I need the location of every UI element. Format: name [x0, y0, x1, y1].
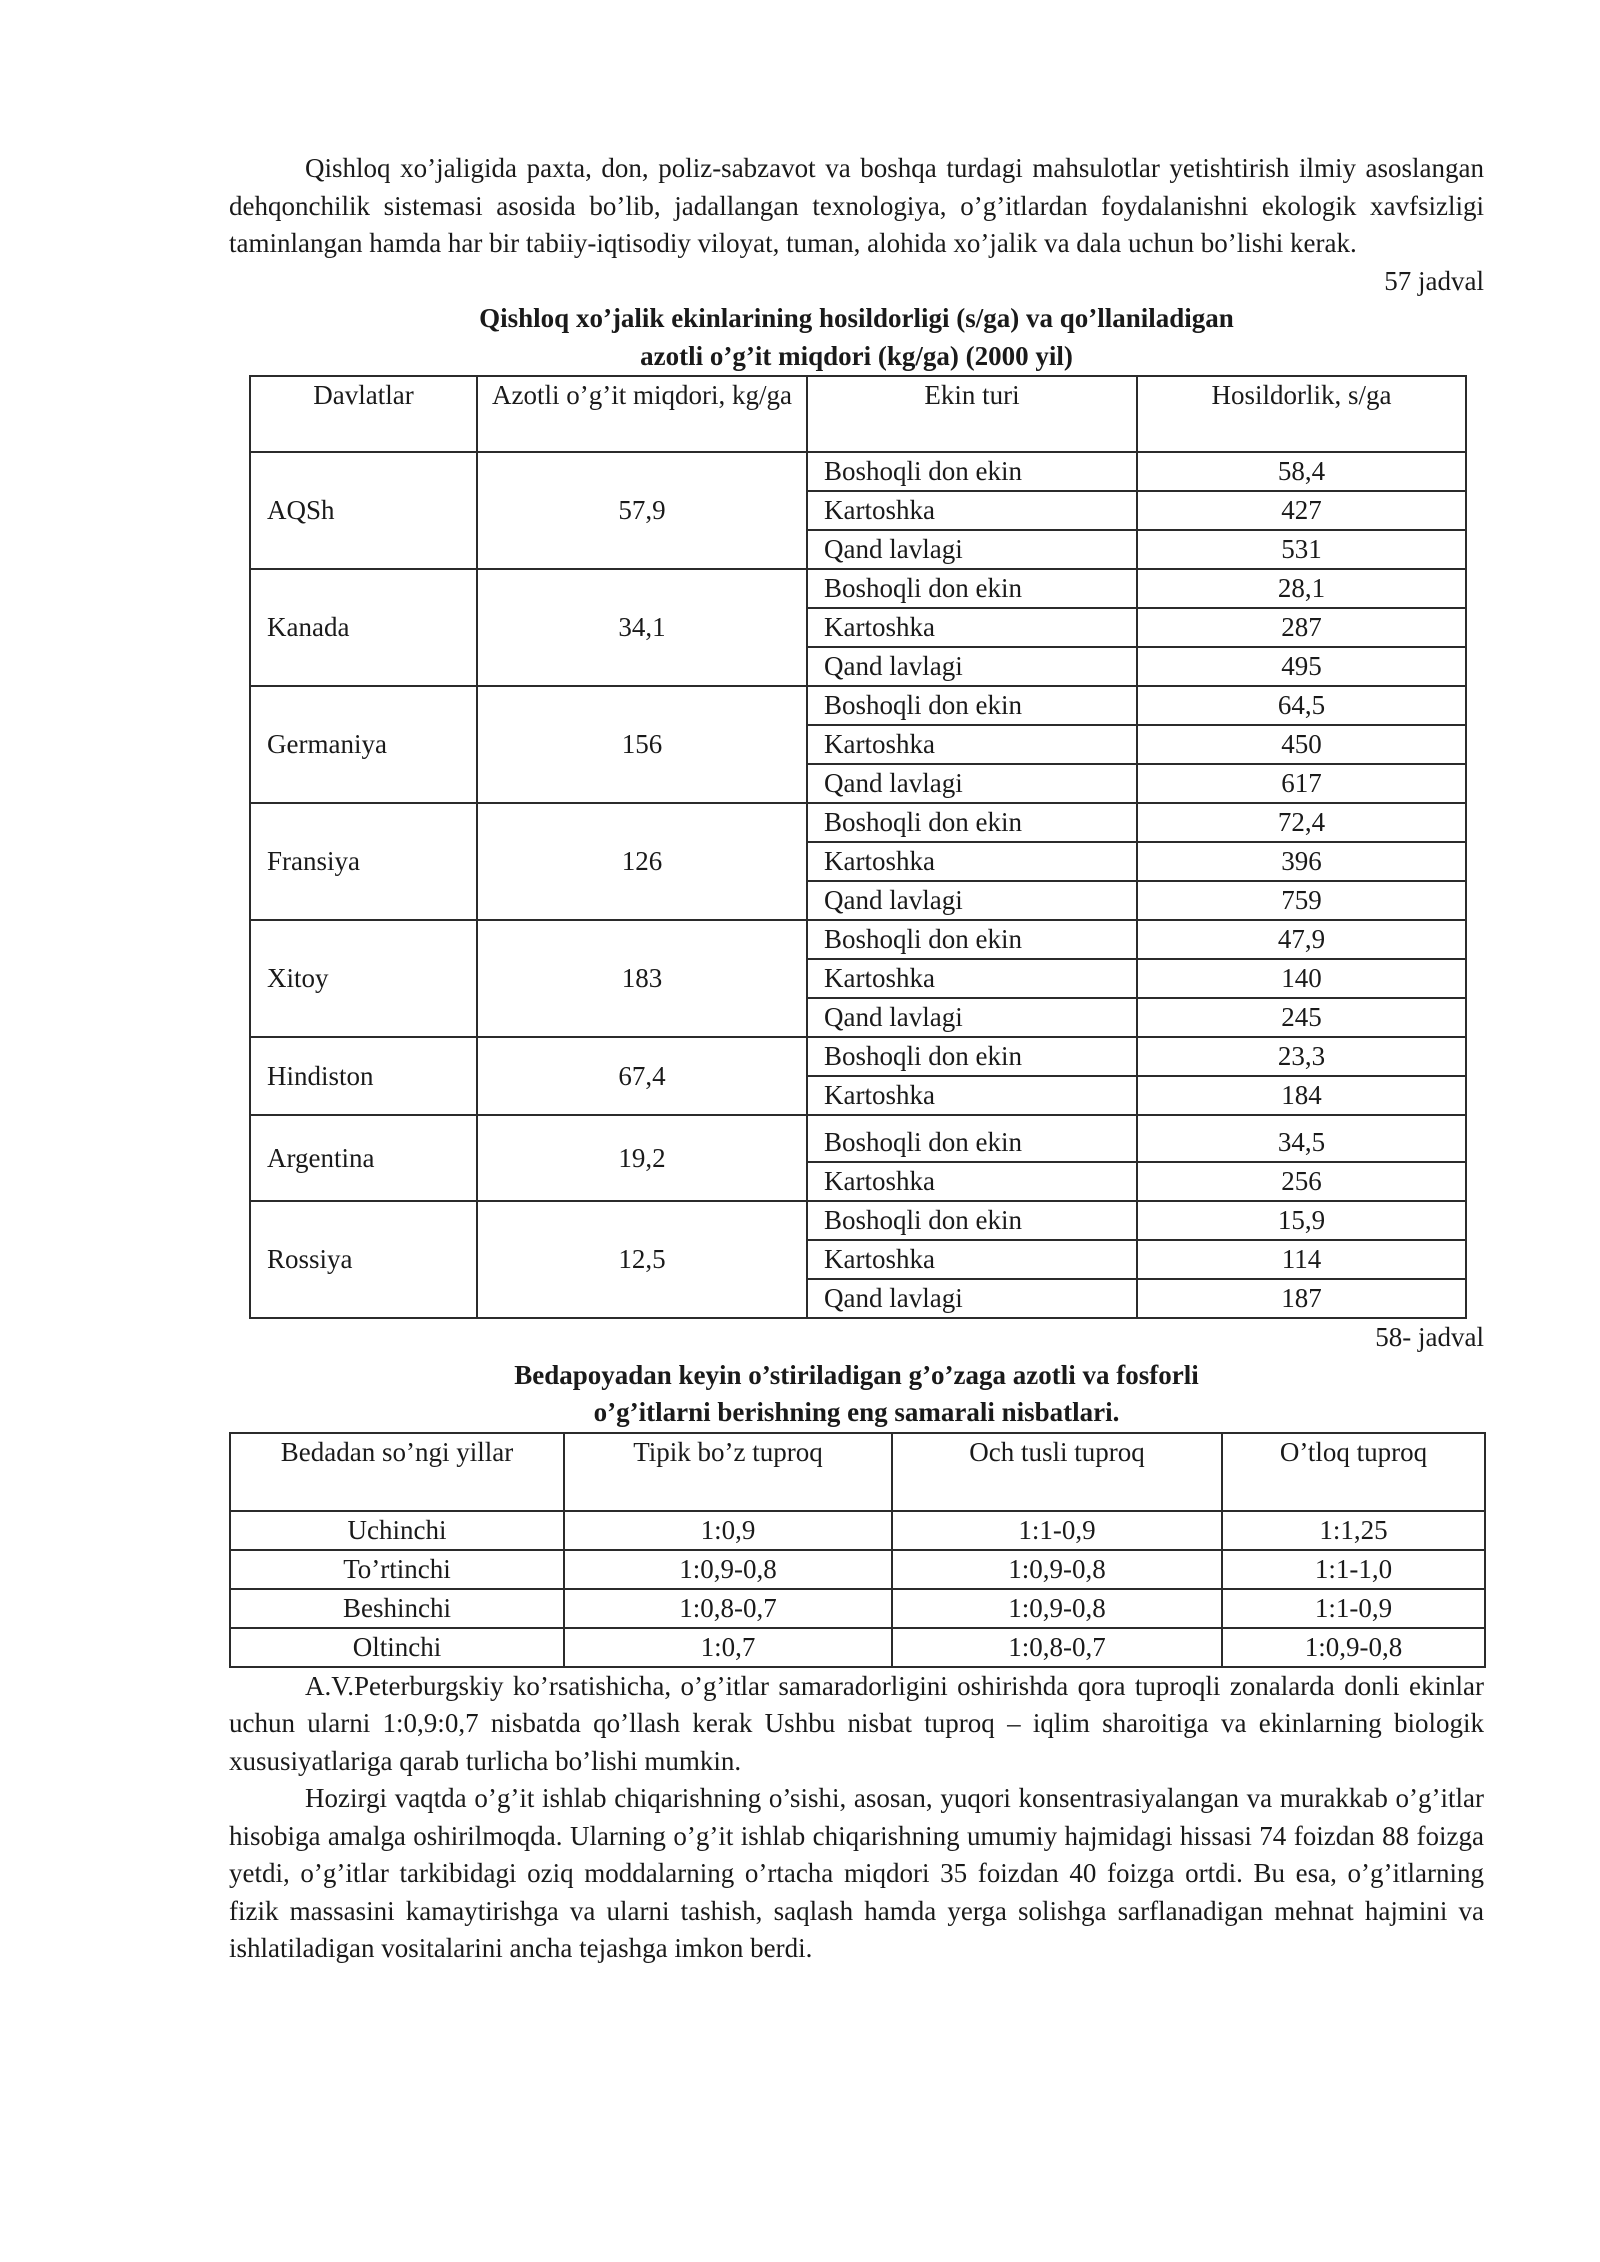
- table58-cell: 1:1-0,9: [1222, 1589, 1485, 1628]
- table57-row: [250, 1115, 1466, 1162]
- nitrogen-cell: 57,9: [477, 452, 807, 569]
- crop-cell: Kartoshka: [807, 725, 1137, 764]
- yield-cell: 72,4: [1137, 803, 1466, 842]
- yield-cell: 256: [1137, 1162, 1466, 1201]
- table58-header-cell: Bedadan so’ngi yillar: [230, 1433, 564, 1511]
- table57-row: [250, 569, 1466, 608]
- country-cell: AQSh: [250, 452, 477, 569]
- yield-cell: 64,5: [1137, 686, 1466, 725]
- table58-cell: Uchinchi: [230, 1511, 564, 1550]
- table58-row: [230, 1550, 1485, 1589]
- yield-cell: 47,9: [1137, 920, 1466, 959]
- nitrogen-cell: 12,5: [477, 1201, 807, 1318]
- crop-cell: Qand lavlagi: [807, 881, 1137, 920]
- table57-header-cell: Hosildorlik, s/ga: [1137, 376, 1466, 452]
- table57-tag: 57 jadval: [1384, 265, 1484, 296]
- table57-title-line2: azotli o’g’it miqdori (kg/ga) (2000 yil): [640, 340, 1073, 371]
- table57-row: [250, 1201, 1466, 1240]
- yield-cell: 23,3: [1137, 1037, 1466, 1076]
- yield-cell: 34,5: [1137, 1115, 1466, 1162]
- table57-row: [250, 452, 1466, 491]
- table58-cell: 1:0,9-0,8: [892, 1550, 1222, 1589]
- crop-cell: Boshoqli don ekin: [807, 686, 1137, 725]
- table58-cell: 1:0,8-0,7: [892, 1628, 1222, 1667]
- document-page: [229, 150, 1484, 1968]
- intro-paragraph: Qishloq xo’jaligida paxta, don, poliz-sabzavot va boshqa turdagi mahsulotlar yetishtirish ilmiy asoslangan dehqonchilik sistemasi asosida bo’lib, jadallangan texnologiya, o’g’itlardan foydalanishni ekologik xavfsizligi taminlangan hamda har bir tabiiy-iqtisodiy viloyat, tuman, alohida xo’jalik va dala uchun bo’lishi kerak.: [229, 153, 1484, 258]
- country-cell: Rossiya: [250, 1201, 477, 1318]
- yield-cell: 114: [1137, 1240, 1466, 1279]
- country-cell: Hindiston: [250, 1037, 477, 1115]
- table57-row: [250, 686, 1466, 725]
- table58-cell: 1:1-0,9: [892, 1511, 1222, 1550]
- table57-title-line1: Qishloq xo’jalik ekinlarining hosildorligi (s/ga) va qo’llaniladigan: [479, 303, 1234, 333]
- table57-row: [250, 920, 1466, 959]
- nitrogen-cell: 19,2: [477, 1115, 807, 1201]
- yield-cell: 58,4: [1137, 452, 1466, 491]
- crop-cell: Qand lavlagi: [807, 647, 1137, 686]
- yield-cell: 245: [1137, 998, 1466, 1037]
- nitrogen-cell: 34,1: [477, 569, 807, 686]
- crop-cell: Kartoshka: [807, 1162, 1137, 1201]
- crop-cell: Kartoshka: [807, 1240, 1137, 1279]
- table57-header-cell: Azotli o’g’it miqdori, kg/ga: [477, 376, 807, 452]
- table58-cell: 1:0,9-0,8: [892, 1589, 1222, 1628]
- crop-cell: Boshoqli don ekin: [807, 1037, 1137, 1076]
- yield-cell: 187: [1137, 1279, 1466, 1318]
- table58-cell: Oltinchi: [230, 1628, 564, 1667]
- table58-header-cell: O’tloq tuproq: [1222, 1433, 1485, 1511]
- table58-title-line2: o’g’itlarni berishning eng samarali nisbatlari.: [593, 1397, 1120, 1427]
- crop-cell: Qand lavlagi: [807, 998, 1137, 1037]
- crop-cell: Boshoqli don ekin: [807, 1201, 1137, 1240]
- table58-header-row: [230, 1433, 1485, 1511]
- table58-cell: 1:0,9-0,8: [564, 1550, 892, 1589]
- table58-cell: 1:1-1,0: [1222, 1550, 1485, 1589]
- crop-cell: Qand lavlagi: [807, 764, 1137, 803]
- yield-cell: 531: [1137, 530, 1466, 569]
- crop-cell: Kartoshka: [807, 959, 1137, 998]
- paragraph-production: Hozirgi vaqtda o’g’it ishlab chiqarishning o’sishi, asosan, yuqori konsentrasiyalangan va murakkab o’g’itlar hisobiga amalga oshirilmoqda. Ularning o’g’it ishlab chiqarishning umumiy hajmidagi hissasi 74 foizdan 88 foizga yetdi, o’g’itlar tarkibidagi oziq moddalarning o’rtacha miqdori 35 foizdan 40 foizga ortdi. Bu esa, o’g’itlarning fizik massasini kamaytirishga va ularni tashish, saqlash hamda yerga solishga sarflanadigan mehnat hajmini va ishlatiladigan vositalarini ancha tejashga imkon berdi.: [229, 1783, 1484, 1963]
- country-cell: Fransiya: [250, 803, 477, 920]
- yield-cell: 450: [1137, 725, 1466, 764]
- nitrogen-cell: 156: [477, 686, 807, 803]
- crop-cell: Boshoqli don ekin: [807, 569, 1137, 608]
- yield-cell: 759: [1137, 881, 1466, 920]
- table58-cell: 1:0,7: [564, 1628, 892, 1667]
- table58-cell: Beshinchi: [230, 1589, 564, 1628]
- yield-cell: 184: [1137, 1076, 1466, 1115]
- table57-header-cell: Ekin turi: [807, 376, 1137, 452]
- paragraph-peterburgskiy: A.V.Peterburgskiy ko’rsatishicha, o’g’itlar samaradorligini oshirishda qora tuproqli zonalarda donli ekinlar uchun ularni 1:0,9:0,7 nisbatda qo’llash kerak Ushbu nisbat tuproq – iqlim sharoitiga va ekinlarning biologik xususiyatlariga qarab turlicha bo’lishi mumkin.: [229, 1670, 1484, 1776]
- nitrogen-cell: 67,4: [477, 1037, 807, 1115]
- yield-cell: 617: [1137, 764, 1466, 803]
- table58-cell: 1:0,9-0,8: [1222, 1628, 1485, 1667]
- crop-cell: Kartoshka: [807, 1076, 1137, 1115]
- table58-row: [230, 1628, 1485, 1667]
- country-cell: Germaniya: [250, 686, 477, 803]
- table58-cell: 1:0,8-0,7: [564, 1589, 892, 1628]
- table57-header-row: [250, 376, 1466, 452]
- crop-cell: Kartoshka: [807, 608, 1137, 647]
- crop-cell: Boshoqli don ekin: [807, 1115, 1137, 1162]
- table57-row: [250, 1037, 1466, 1076]
- yield-cell: 495: [1137, 647, 1466, 686]
- country-cell: Argentina: [250, 1115, 477, 1201]
- yield-cell: 396: [1137, 842, 1466, 881]
- nitrogen-cell: 126: [477, 803, 807, 920]
- crop-cell: Qand lavlagi: [807, 1279, 1137, 1318]
- yield-cell: 287: [1137, 608, 1466, 647]
- table58-cell: 1:1,25: [1222, 1511, 1485, 1550]
- nitrogen-cell: 183: [477, 920, 807, 1037]
- table57-header-cell: Davlatlar: [250, 376, 477, 452]
- table58-cell: 1:0,9: [564, 1511, 892, 1550]
- table58-header-cell: Tipik bo’z tuproq: [564, 1433, 892, 1511]
- yield-cell: 28,1: [1137, 569, 1466, 608]
- table58-header-cell: Och tusli tuproq: [892, 1433, 1222, 1511]
- table58-title-line1: Bedapoyadan keyin o’stiriladigan g’o’zaga azotli va fosforli: [514, 1359, 1199, 1390]
- yield-cell: 15,9: [1137, 1201, 1466, 1240]
- crop-cell: Boshoqli don ekin: [807, 452, 1137, 491]
- yield-cell: 427: [1137, 491, 1466, 530]
- table58-tag: 58- jadval: [1375, 1322, 1484, 1352]
- crop-cell: Qand lavlagi: [807, 530, 1137, 569]
- fertilizer-ratio-table: [229, 1432, 1486, 1668]
- table58-row: [230, 1511, 1485, 1550]
- table58-cell: To’rtinchi: [230, 1550, 564, 1589]
- crop-cell: Kartoshka: [807, 842, 1137, 881]
- table58-row: [230, 1589, 1485, 1628]
- table57-row: [250, 803, 1466, 842]
- country-cell: Kanada: [250, 569, 477, 686]
- country-cell: Xitoy: [250, 920, 477, 1037]
- crop-cell: Kartoshka: [807, 491, 1137, 530]
- yield-cell: 140: [1137, 959, 1466, 998]
- crop-cell: Boshoqli don ekin: [807, 920, 1137, 959]
- crop-cell: Boshoqli don ekin: [807, 803, 1137, 842]
- yield-nitrogen-table: [249, 375, 1467, 1319]
